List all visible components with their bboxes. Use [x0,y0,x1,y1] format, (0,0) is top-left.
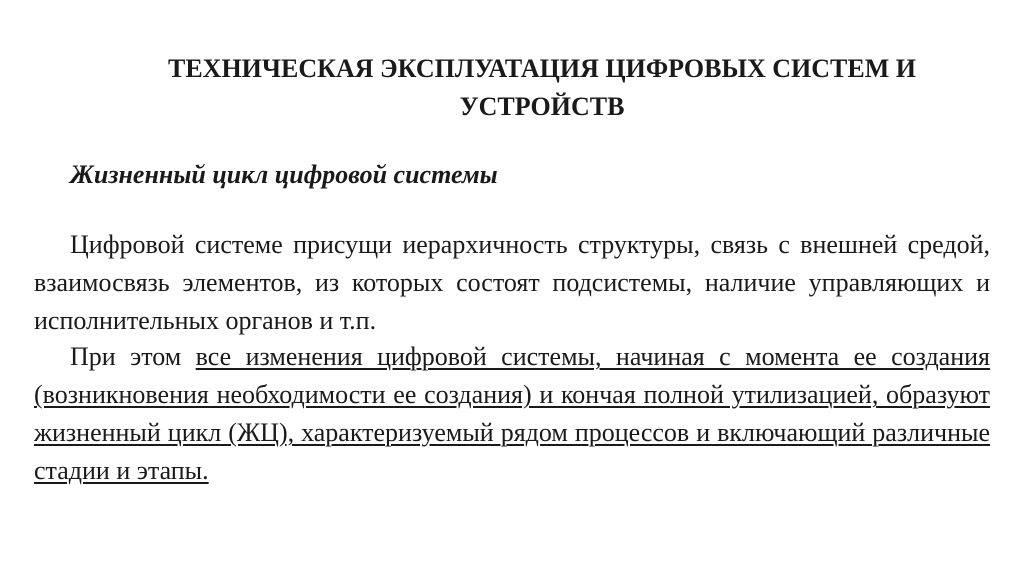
body-paragraph-1: Цифровой системе присущи иерархичность структуры, связь с внешней средой, взаимосвязь элементов, из которых состоят подсистемы, наличие управляющих и исполнительных органов и т.п. [34,230,990,335]
paragraph-2-underlined-text: все изменения цифровой системы, начиная с момента ее создания (возникновения необходимости ее создания) и кончая полной утилизацией, образуют жизненный цикл (ЖЦ), характеризуемый рядом процессов и включающий различные стадии и этапы. [34,342,991,485]
slide-title: ТЕХНИЧЕСКАЯ ЭКСПЛУАТАЦИЯ ЦИФРОВЫХ СИСТЕМ И УСТРОЙСТВ [168,54,916,121]
section-subtitle: Жизненный цикл цифровой системы [70,160,498,189]
body-paragraph-2 [34,338,990,490]
paragraph-2-lead: При этом [70,342,196,371]
